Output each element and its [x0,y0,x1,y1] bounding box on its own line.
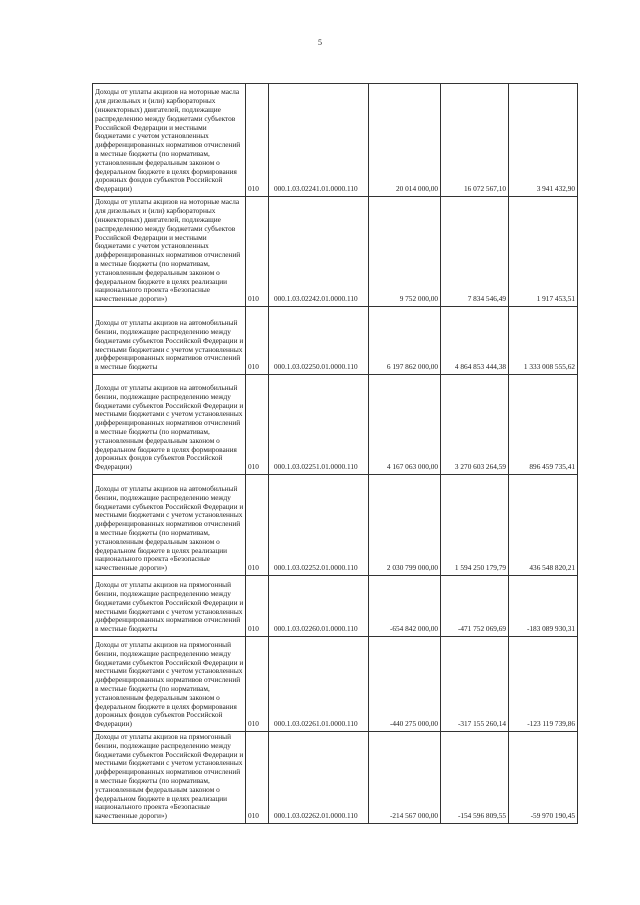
table-row [93,732,578,824]
table-row [93,637,578,732]
row-line-code: 010 [246,576,269,637]
row-amount-3: 1 333 008 555,62 [509,307,578,375]
table-row [93,307,578,375]
table-row [93,197,578,307]
table-row [93,84,578,197]
row-amount-1: 4 167 063 000,00 [369,375,441,475]
row-description: Доходы от уплаты акцизов на прямогонный бензин, подлежащие распределению между бюджетами субъектов Российской Федерации и местными бюджетами с учетом установленных дифференцированных нормативов отчислений в местные бюджеты [93,576,246,637]
row-description: Доходы от уплаты акцизов на моторные масла для дизельных и (или) карбюраторных (инжекторных) двигателей, подлежащие распределению между бюджетами субъектов Российской Федерации и местными бюджетами с учетом установленных дифференцированных нормативов отчислений в местные бюджеты (по нормативам, установленным федеральным законом о федеральном бюджете в целях реализации национального проекта «Безопасные качественные дороги») [93,197,246,307]
row-line-code: 010 [246,375,269,475]
row-amount-3: -123 119 739,86 [509,637,578,732]
row-description: Доходы от уплаты акцизов на прямогонный бензин, подлежащие распределению между бюджетами субъектов Российской Федерации и местными бюджетами с учетом установленных дифференцированных нормативов отчислений в местные бюджеты (по нормативам, установленным федеральным законом о федеральном бюджете в целях формирования дорожных фондов субъектов Российской Федерации) [93,637,246,732]
row-amount-1: 2 030 799 000,00 [369,475,441,576]
row-amount-2: 4 864 853 444,38 [441,307,509,375]
row-amount-2: -471 752 069,69 [441,576,509,637]
row-amount-2: -154 596 809,55 [441,732,509,824]
page-number: 5 [318,38,322,47]
row-line-code: 010 [246,197,269,307]
income-table [92,83,578,824]
row-description: Доходы от уплаты акцизов на моторные масла для дизельных и (или) карбюраторных (инжекторных) двигателей, подлежащие распределению между бюджетами субъектов Российской Федерации и местными бюджетами с учетом установленных дифференцированных нормативов отчислений в местные бюджеты (по нормативам, установленным федеральным законом о федеральном бюджете в целях формирования дорожных фондов субъектов Российской Федерации) [93,84,246,197]
table-row [93,475,578,576]
row-amount-1: -440 275 000,00 [369,637,441,732]
row-amount-1: 20 014 000,00 [369,84,441,197]
row-amount-2: 1 594 250 179,79 [441,475,509,576]
row-classification-code: 000.1.03.02250.01.0000.110 [269,307,369,375]
row-line-code: 010 [246,637,269,732]
row-classification-code: 000.1.03.02251.01.0000.110 [269,375,369,475]
income-table-body [93,84,578,824]
row-amount-1: -654 842 000,00 [369,576,441,637]
row-amount-3: 3 941 432,90 [509,84,578,197]
row-classification-code: 000.1.03.02241.01.0000.110 [269,84,369,197]
row-line-code: 010 [246,307,269,375]
row-line-code: 010 [246,84,269,197]
row-amount-1: -214 567 000,00 [369,732,441,824]
row-classification-code: 000.1.03.02261.01.0000.110 [269,637,369,732]
row-amount-2: 16 072 567,10 [441,84,509,197]
row-amount-3: -183 089 930,31 [509,576,578,637]
row-amount-1: 9 752 000,00 [369,197,441,307]
row-amount-2: -317 155 260,14 [441,637,509,732]
row-classification-code: 000.1.03.02260.01.0000.110 [269,576,369,637]
row-amount-3: -59 970 190,45 [509,732,578,824]
row-amount-3: 1 917 453,51 [509,197,578,307]
row-description: Доходы от уплаты акцизов на автомобильный бензин, подлежащие распределению между бюджетами субъектов Российской Федерации и местными бюджетами с учетом установленных дифференцированных нормативов отчислений в местные бюджеты (по нормативам, установленным федеральным законом о федеральном бюджете в целях реализации национального проекта «Безопасные качественные дороги») [93,475,246,576]
row-line-code: 010 [246,475,269,576]
row-description: Доходы от уплаты акцизов на автомобильный бензин, подлежащие распределению между бюджетами субъектов Российской Федерации и местными бюджетами с учетом установленных дифференцированных нормативов отчислений в местные бюджеты [93,307,246,375]
table-row [93,576,578,637]
row-amount-1: 6 197 862 000,00 [369,307,441,375]
row-amount-3: 436 548 820,21 [509,475,578,576]
row-classification-code: 000.1.03.02242.01.0000.110 [269,197,369,307]
row-amount-3: 896 459 735,41 [509,375,578,475]
row-amount-2: 3 270 603 264,59 [441,375,509,475]
row-classification-code: 000.1.03.02252.01.0000.110 [269,475,369,576]
row-amount-2: 7 834 546,49 [441,197,509,307]
row-line-code: 010 [246,732,269,824]
row-classification-code: 000.1.03.02262.01.0000.110 [269,732,369,824]
table-row [93,375,578,475]
row-description: Доходы от уплаты акцизов на прямогонный бензин, подлежащие распределению между бюджетами субъектов Российской Федерации и местными бюджетами с учетом установленных дифференцированных нормативов отчислений в местные бюджеты (по нормативам, установленным федеральным законом о федеральном бюджете в целях реализации национального проекта «Безопасные качественные дороги») [93,732,246,824]
row-description: Доходы от уплаты акцизов на автомобильный бензин, подлежащие распределению между бюджетами субъектов Российской Федерации и местными бюджетами с учетом установленных дифференцированных нормативов отчислений в местные бюджеты (по нормативам, установленным федеральным законом о федеральном бюджете в целях формирования дорожных фондов субъектов Российской Федерации) [93,375,246,475]
